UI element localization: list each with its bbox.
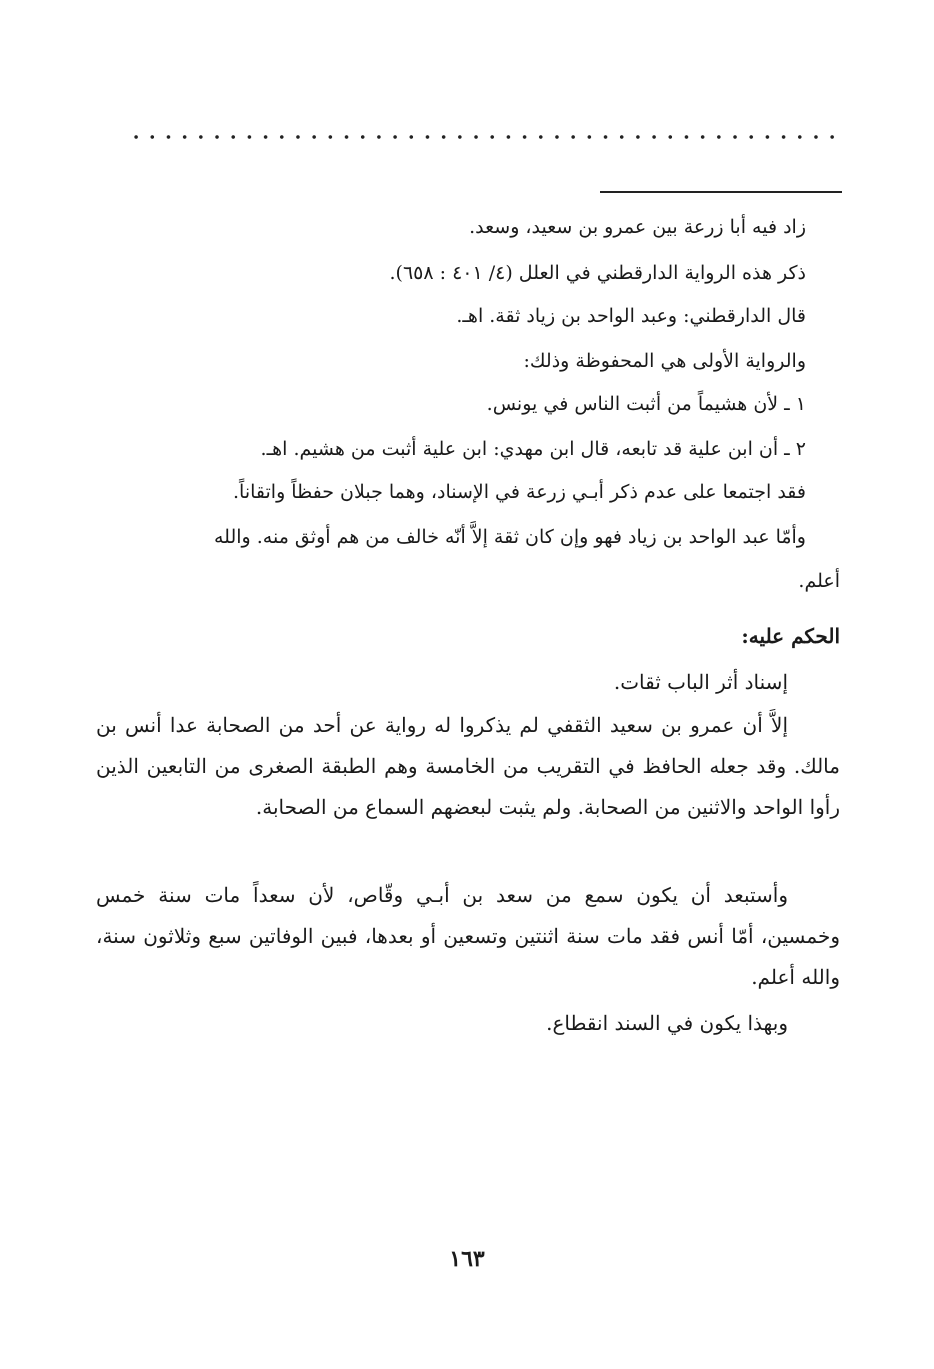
footnote-line-2: ذكر هذه الرواية الدارقطني في العلل (٤/ ٤٠١ : ٦٥٨).	[389, 262, 806, 284]
page-number: ١٦٣	[449, 1246, 485, 1272]
footnote-line-9: أعلم.	[798, 570, 840, 592]
footnote-line-1: زاد فيه أبا زرعة بين عمرو بن سعيد، وسعد.	[469, 216, 806, 238]
dotted-separator	[128, 132, 840, 142]
footnote-line-7: فقد اجتمعا على عدم ذكر أبـي زرعة في الإسناد، وهما جبلان حفظاً واتقاناً.	[232, 481, 806, 503]
footnote-line-4: والرواية الأولى هي المحفوظة وذلك:	[523, 350, 806, 372]
footnote-line-5: ١ ـ لأن هشيماً من أثبت الناس في يونس.	[486, 393, 806, 415]
ruling-paragraph-4: وبهذا يكون في السند انقطاع.	[546, 1011, 788, 1035]
footnote-line-8: وأمّا عبد الواحد بن زياد فهو وإن كان ثقة إلاَّ أنّه خالف من هم أوثق منه. والله	[214, 526, 806, 548]
ruling-paragraph-3: وأستبعد أن يكون سمع من سعد بن أبـي وقّاص، لأن سعداً مات سنة خمس وخمسين، أمّا أنس فقد مات سنة اثنتين وتسعين أو بعدها، فبين الوفاتين سبع وثلاثون سنة، والله أعلم.	[96, 883, 840, 989]
section-heading: الحكم عليه:	[741, 624, 840, 648]
footnote-line-3: قال الدارقطني: وعبد الواحد بن زياد ثقة. اهـ.	[456, 305, 806, 327]
ruling-paragraph-1: إسناد أثر الباب ثقات.	[613, 670, 788, 694]
footnote-rule	[600, 191, 842, 193]
ruling-paragraph-2: إلاَّ أن عمرو بن سعيد الثقفي لم يذكروا له رواية عن أحد من الصحابة عدا أنس بن مالك. وقد جعله الحافظ في التقريب من الخامسة وهم الطبقة الصغرى من التابعين الذين رأوا الواحد والاثنين من الصحابة. ولم يثبت لبعضهم السماع من الصحابة.	[96, 713, 840, 819]
footnote-line-6: ٢ ـ أن ابن علية قد تابعه، قال ابن مهدي: ابن علية أثبت من هشيم. اهـ.	[260, 438, 806, 460]
